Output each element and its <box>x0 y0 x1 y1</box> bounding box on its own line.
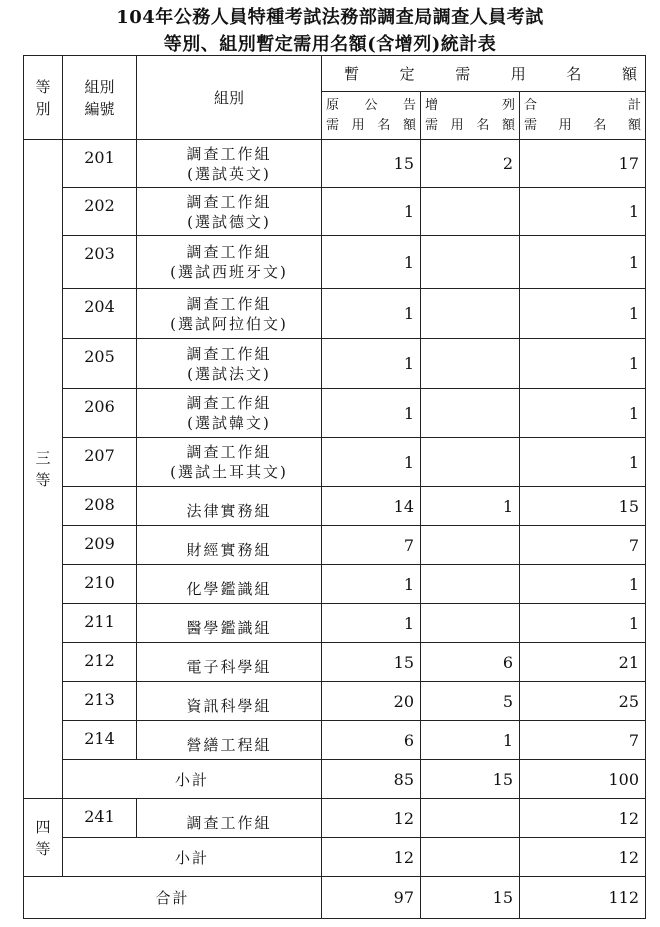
subtotal-row <box>24 760 646 799</box>
group-code: 203 <box>63 236 137 289</box>
group-name: 調查工作組 (選試阿拉伯文) <box>137 289 322 339</box>
original-quota: 1 <box>322 604 421 643</box>
total-quota: 25 <box>520 682 646 721</box>
group-name: 調查工作組 (選試土耳其文) <box>137 438 322 487</box>
group-name: 財經實務組 <box>137 526 322 565</box>
table-row <box>24 643 646 682</box>
table-row <box>24 604 646 643</box>
group-name: 調查工作組 (選試西班牙文) <box>137 236 322 289</box>
table-row <box>24 526 646 565</box>
table-row <box>24 339 646 389</box>
added-quota <box>421 339 520 389</box>
total-quota: 15 <box>520 487 646 526</box>
group-code: 214 <box>63 721 137 760</box>
group-code: 241 <box>63 799 137 838</box>
added-quota <box>421 289 520 339</box>
added-quota <box>421 236 520 289</box>
subtotal-added: 15 <box>421 760 520 799</box>
group-name: 營繕工程組 <box>137 721 322 760</box>
added-quota: 1 <box>421 487 520 526</box>
grade-4-label: 四 等 <box>24 799 63 877</box>
subtotal-row <box>24 838 646 877</box>
group-code: 204 <box>63 289 137 339</box>
subtotal-original: 12 <box>322 838 421 877</box>
original-quota: 1 <box>322 188 421 236</box>
table-row <box>24 236 646 289</box>
original-quota: 1 <box>322 565 421 604</box>
total-quota: 12 <box>520 799 646 838</box>
total-quota: 7 <box>520 526 646 565</box>
subtotal-original: 85 <box>322 760 421 799</box>
subtotal-label: 小計 <box>63 760 322 799</box>
original-quota: 7 <box>322 526 421 565</box>
added-quota <box>421 438 520 487</box>
header-original: 原 公 告 需 用 名 額 <box>322 92 421 140</box>
original-quota: 14 <box>322 487 421 526</box>
total-quota: 21 <box>520 643 646 682</box>
group-name: 法律實務組 <box>137 487 322 526</box>
title-line-2: 等別、組別暫定需用名額(含增列)統計表 <box>163 34 497 55</box>
header-quota: 暫 定 需 用 名 額 <box>322 56 646 92</box>
group-name: 化學鑑識組 <box>137 565 322 604</box>
group-name: 調查工作組 <box>137 799 322 838</box>
total-quota: 1 <box>520 339 646 389</box>
total-quota: 1 <box>520 389 646 438</box>
group-name: 調查工作組 (選試德文) <box>137 188 322 236</box>
title-line-1: 104年公務人員特種考試法務部調查局調查人員考試 <box>116 7 544 28</box>
table-row <box>24 565 646 604</box>
group-name: 資訊科學組 <box>137 682 322 721</box>
table-row <box>24 140 646 188</box>
original-quota: 1 <box>322 339 421 389</box>
group-code: 213 <box>63 682 137 721</box>
group-name: 調查工作組 (選試韓文) <box>137 389 322 438</box>
total-quota: 1 <box>520 236 646 289</box>
group-name: 醫學鑑識組 <box>137 604 322 643</box>
group-name: 調查工作組 (選試英文) <box>137 140 322 188</box>
table-row <box>24 487 646 526</box>
added-quota <box>421 565 520 604</box>
header-total: 合 計 需 用 名 額 <box>520 92 646 140</box>
group-code: 206 <box>63 389 137 438</box>
table-row <box>24 721 646 760</box>
added-quota: 1 <box>421 721 520 760</box>
header-group: 組別 <box>137 56 322 140</box>
group-code: 209 <box>63 526 137 565</box>
total-quota: 7 <box>520 721 646 760</box>
subtotal-total: 12 <box>520 838 646 877</box>
table-row <box>24 289 646 339</box>
group-code: 207 <box>63 438 137 487</box>
subtotal-added <box>421 838 520 877</box>
original-quota: 1 <box>322 289 421 339</box>
group-code: 208 <box>63 487 137 526</box>
grand-total-row <box>24 877 646 919</box>
grand-total-added: 15 <box>421 877 520 919</box>
added-quota: 5 <box>421 682 520 721</box>
original-quota: 1 <box>322 389 421 438</box>
group-code: 210 <box>63 565 137 604</box>
original-quota: 1 <box>322 236 421 289</box>
total-quota: 17 <box>520 140 646 188</box>
group-code: 211 <box>63 604 137 643</box>
grade-3-label: 三 等 <box>24 140 63 799</box>
table-row <box>24 188 646 236</box>
grand-total-label: 合計 <box>24 877 322 919</box>
added-quota <box>421 604 520 643</box>
table-row <box>24 389 646 438</box>
original-quota: 15 <box>322 643 421 682</box>
group-code: 212 <box>63 643 137 682</box>
added-quota: 2 <box>421 140 520 188</box>
header-code: 組別 編號 <box>63 56 137 140</box>
header-grade: 等 別 <box>24 56 63 140</box>
total-quota: 1 <box>520 289 646 339</box>
quota-table <box>23 55 646 919</box>
grand-total-total: 112 <box>520 877 646 919</box>
grand-total-original: 97 <box>322 877 421 919</box>
original-quota: 12 <box>322 799 421 838</box>
group-code: 202 <box>63 188 137 236</box>
added-quota <box>421 389 520 438</box>
subtotal-total: 100 <box>520 760 646 799</box>
total-quota: 1 <box>520 188 646 236</box>
added-quota <box>421 188 520 236</box>
added-quota: 6 <box>421 643 520 682</box>
group-name: 電子科學組 <box>137 643 322 682</box>
original-quota: 1 <box>322 438 421 487</box>
header-added: 增 列 需 用 名 額 <box>421 92 520 140</box>
added-quota <box>421 526 520 565</box>
original-quota: 15 <box>322 140 421 188</box>
total-quota: 1 <box>520 565 646 604</box>
added-quota <box>421 799 520 838</box>
table-row <box>24 799 646 838</box>
total-quota: 1 <box>520 438 646 487</box>
total-quota: 1 <box>520 604 646 643</box>
group-name: 調查工作組 (選試法文) <box>137 339 322 389</box>
group-code: 201 <box>63 140 137 188</box>
table-row <box>24 438 646 487</box>
table-row <box>24 682 646 721</box>
subtotal-label: 小計 <box>63 838 322 877</box>
original-quota: 20 <box>322 682 421 721</box>
group-code: 205 <box>63 339 137 389</box>
original-quota: 6 <box>322 721 421 760</box>
